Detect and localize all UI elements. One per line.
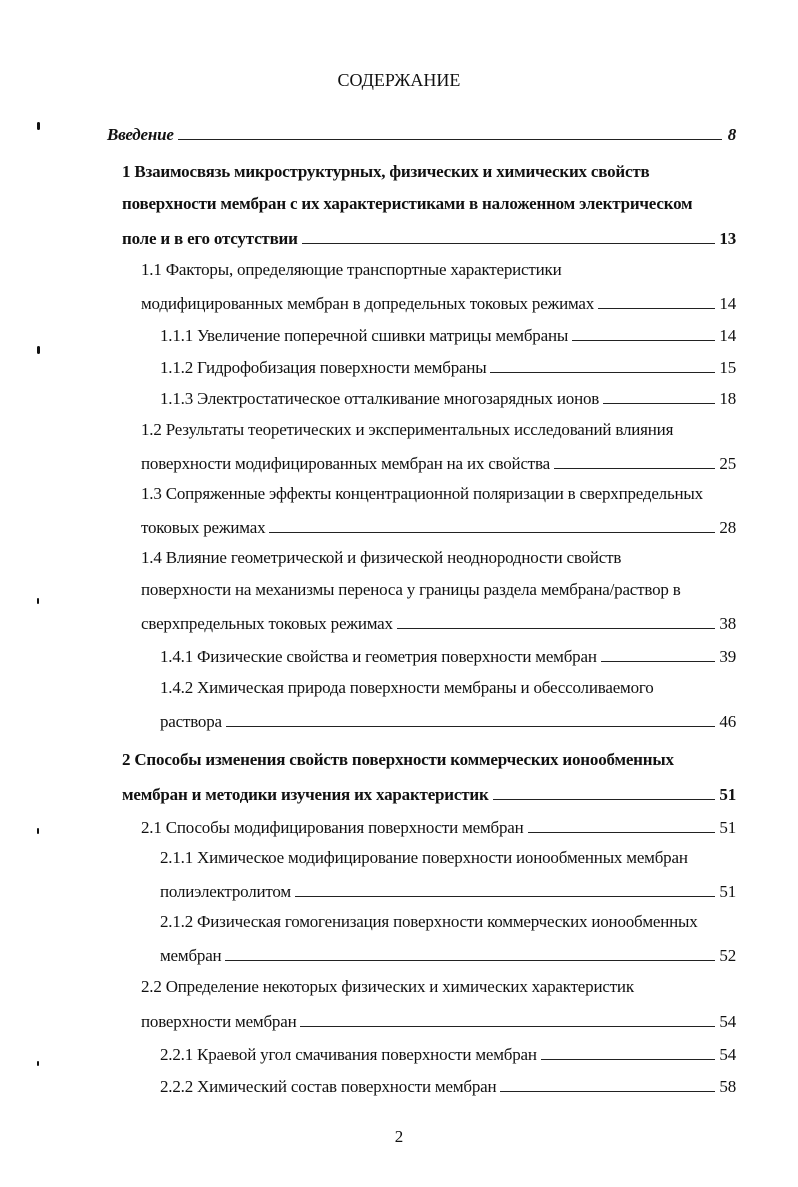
toc-page-number: 51 (719, 818, 736, 837)
toc-entry-text: 2.1.1 Химическое модифицирование поверхности ионообменных мембран (160, 848, 688, 867)
toc-entry-text: 2.2.2 Химический состав поверхности мембран (160, 1077, 497, 1096)
toc-entry-text: сверхпредельных токовых режимах (141, 614, 393, 633)
toc-entry-line (141, 578, 681, 602)
leader-line (541, 1041, 716, 1060)
toc-entry-line (122, 160, 649, 184)
leader-line (490, 354, 715, 373)
leader-line (601, 643, 716, 662)
toc-entry-text: 1.1.2 Гидрофобизация поверхности мембраны (160, 358, 487, 377)
toc-entry-text: поверхности мембран (141, 1012, 297, 1031)
toc-entry-text: раствора (160, 712, 222, 731)
scan-mark (37, 828, 39, 834)
toc-page-number: 38 (719, 614, 736, 633)
scan-mark (37, 122, 40, 130)
toc-page-number: 14 (719, 326, 736, 345)
toc-page-number: 18 (719, 389, 736, 408)
toc-page-number: 13 (719, 229, 736, 248)
leader-line (603, 385, 715, 404)
toc-entry-link[interactable] (141, 450, 736, 474)
toc-entry-line (141, 482, 703, 506)
toc-entry-text: 1.1.1 Увеличение поперечной сшивки матрицы мембраны (160, 326, 569, 345)
toc-page-number: 51 (719, 785, 736, 804)
toc-page-number: 51 (719, 882, 736, 901)
toc-entry-line (160, 910, 698, 934)
toc-page-number: 15 (719, 358, 736, 377)
leader-line (572, 322, 715, 341)
scan-mark (37, 1061, 39, 1066)
toc-page-number: 25 (719, 454, 736, 473)
toc-entry-line (141, 418, 673, 442)
toc-entry-text: 2.2.1 Краевой угол смачивания поверхности мембран (160, 1045, 537, 1064)
toc-entry-text: полиэлектролитом (160, 882, 291, 901)
toc-entry-text: 2.2 Определение некоторых физических и химических характеристик (141, 977, 634, 996)
leader-line (302, 225, 716, 244)
toc-page-number: 46 (719, 712, 736, 731)
toc-title: СОДЕРЖАНИЕ (337, 70, 461, 90)
toc-entry-line (160, 676, 654, 700)
leader-line (226, 708, 716, 727)
page-number: 2 (394, 1127, 404, 1146)
toc-page-number: 39 (719, 647, 736, 666)
toc-entry-line (160, 846, 688, 870)
toc-entry-text: поле и в его отсутствии (122, 229, 298, 248)
toc-entry-link[interactable] (160, 643, 736, 667)
toc-entry-link[interactable] (141, 290, 736, 314)
leader-line (554, 450, 715, 469)
toc-entry-line (122, 192, 692, 216)
toc-entry-link[interactable] (160, 354, 736, 378)
leader-line (295, 878, 715, 897)
leader-line (528, 814, 716, 833)
toc-entry-text: поверхности модифицированных мембран на их свойства (141, 454, 550, 473)
toc-entry-text: 1.2 Результаты теоретических и экспериментальных исследований влияния (141, 420, 674, 439)
toc-entry-line (141, 975, 634, 999)
toc-entry-line (141, 258, 562, 282)
toc-entry-link[interactable] (107, 121, 736, 145)
toc-page-number: 52 (719, 946, 736, 965)
toc-entry-text: 1.1.3 Электростатическое отталкивание многозарядных ионов (160, 389, 600, 408)
leader-line (300, 1008, 715, 1027)
leader-line (500, 1073, 715, 1092)
toc-entry-line (141, 546, 621, 570)
toc-entry-text: модифицированных мембран в допредельных токовых режимах (141, 294, 595, 313)
toc-entry-text: поверхности на механизмы переноса у границы раздела мембрана/раствор в (141, 580, 681, 599)
leader-line (225, 942, 715, 961)
toc-entry-text: мембран и методики изучения их характеристик (122, 785, 489, 804)
toc-entry-link[interactable] (141, 514, 736, 538)
toc-entry-link[interactable] (160, 322, 736, 346)
toc-entry-text: 1 Взаимосвязь микроструктурных, физических и химических свойств (122, 162, 650, 181)
leader-line (493, 781, 716, 800)
toc-entry-link[interactable] (122, 781, 736, 805)
toc-entry-link[interactable] (160, 1041, 736, 1065)
toc-entry-text: 2.1.2 Физическая гомогенизация поверхности коммерческих ионообменных (160, 912, 698, 931)
toc-entry-text: 2 Способы изменения свойств поверхности коммерческих ионообменных (122, 750, 674, 769)
toc-entry-link[interactable] (141, 610, 736, 634)
toc-page-number: 58 (719, 1077, 736, 1096)
toc-page-number: 28 (719, 518, 736, 537)
toc-entry-link[interactable] (141, 814, 736, 838)
toc-entry-link[interactable] (160, 1073, 736, 1097)
toc-entry-link[interactable] (160, 385, 736, 409)
toc-entry-text: Введение (107, 125, 174, 144)
toc-entry-text: токовых режимах (141, 518, 266, 537)
toc-entry-text: 1.1 Факторы, определяющие транспортные характеристики (141, 260, 562, 279)
toc-entry-link[interactable] (141, 1008, 736, 1032)
toc-page-number: 14 (719, 294, 736, 313)
toc-entry-link[interactable] (160, 878, 736, 902)
toc-entry-link[interactable] (160, 708, 736, 732)
toc-page-number: 54 (719, 1045, 736, 1064)
toc-entry-link[interactable] (122, 225, 736, 249)
toc-entry-text: 1.4.2 Химическая природа поверхности мембраны и обессоливаемого (160, 678, 654, 697)
toc-entry-text: 1.4 Влияние геометрической и физической неоднородности свойств (141, 548, 622, 567)
toc-entry-text: 1.3 Сопряженные эффекты концентрационной поляризации в сверхпредельных (141, 484, 703, 503)
leader-line (178, 121, 722, 140)
toc-page-number: 54 (719, 1012, 736, 1031)
toc-entry-text: поверхности мембран с их характеристиками в наложенном электрическом (122, 194, 693, 213)
toc-entry-link[interactable] (160, 942, 736, 966)
toc-entry-line (122, 748, 674, 772)
leader-line (598, 290, 715, 309)
toc-entry-text: 1.4.1 Физические свойства и геометрия поверхности мембран (160, 647, 597, 666)
toc-entry-text: мембран (160, 946, 222, 965)
scan-mark (37, 346, 40, 354)
scan-mark (37, 598, 39, 604)
leader-line (269, 514, 715, 533)
leader-line (397, 610, 716, 629)
toc-entry-text: 2.1 Способы модифицирования поверхности мембран (141, 818, 524, 837)
toc-page-number: 8 (727, 125, 736, 144)
